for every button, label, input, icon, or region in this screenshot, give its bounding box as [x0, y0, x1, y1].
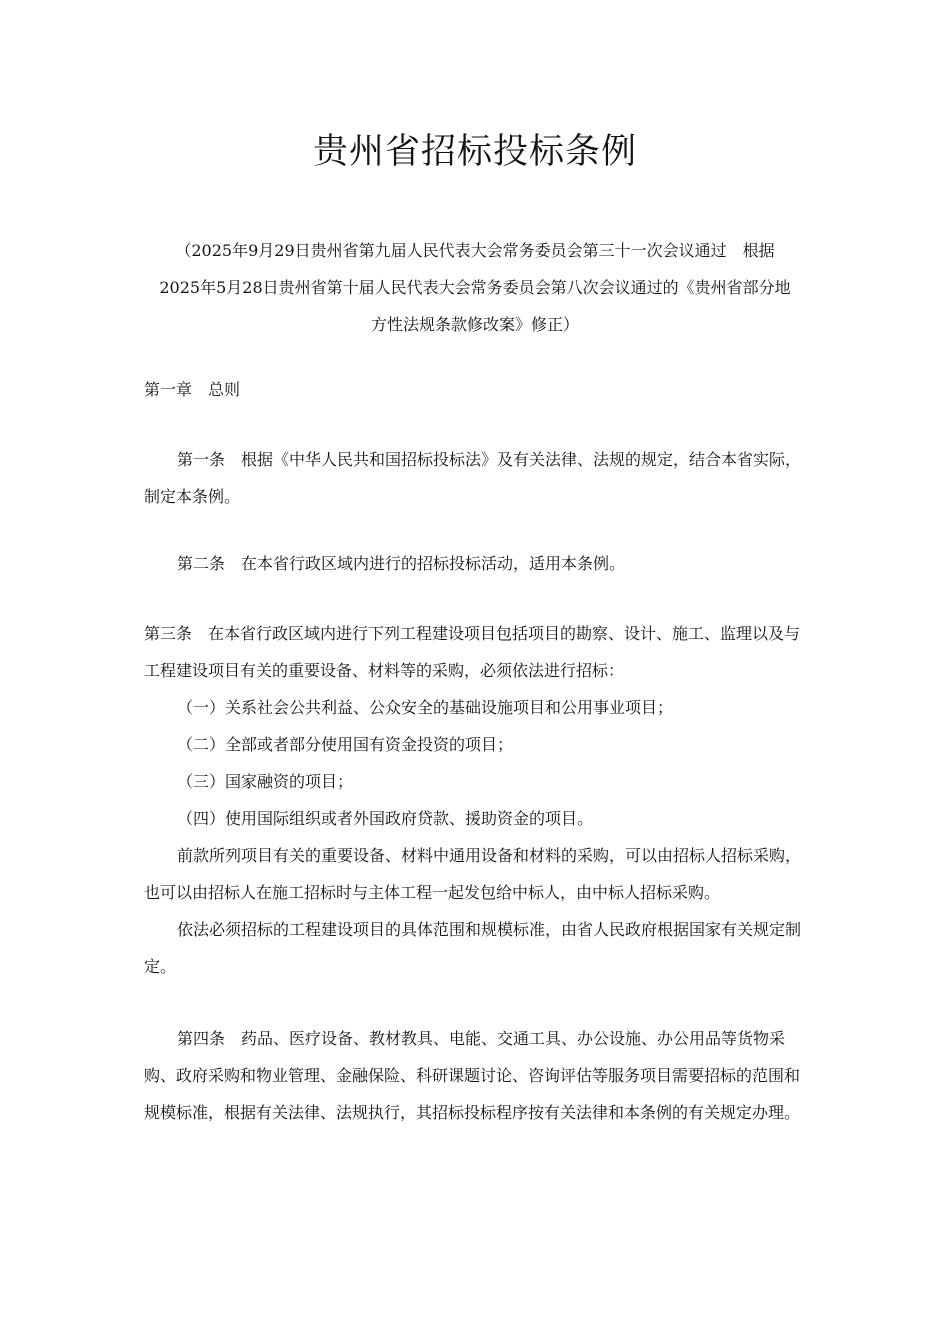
- amendment-note: [144, 232, 806, 343]
- article-3: 第三条 在本省行政区域内进行下列工程建设项目包括项目的勘察、设计、施工、监理以及与工程建设项目有关的重要设备、材料等的采购，必须依法进行招标：: [144, 624, 801, 680]
- amendment-note-line: 2025年5月28日贵州省第十届人民代表大会常务委员会第八次会议通过的《贵州省部分地: [159, 278, 791, 297]
- amendment-note-line: （2025年9月29日贵州省第九届人民代表大会常务委员会第三十一次会议通过 根据: [175, 241, 775, 260]
- chapter-heading: 第一章 总则: [144, 380, 241, 399]
- amendment-note-line: 方性法规条款修改案》修正）: [370, 315, 579, 334]
- article-2: 第二条 在本省行政区域内进行的招标投标活动，适用本条例。: [177, 554, 626, 573]
- article-1: 第一条 根据《中华人民共和国招标投标法》及有关法律、法规的规定，结合本省实际，制定本条例。: [144, 450, 802, 506]
- document-title: 贵州省招标投标条例: [312, 132, 637, 172]
- article-3-item-1: （一）关系社会公共利益、公众安全的基础设施项目和公用事业项目；: [177, 698, 674, 717]
- article-3-item-2: （二）全部或者部分使用国有资金投资的项目；: [177, 735, 514, 754]
- article-4: 第四条 药品、医疗设备、教材教具、电能、交通工具、办公设施、办公用品等货物采购、政府采购和物业管理、金融保险、科研课题讨论、咨询评估等服务项目需要招标的范围和规模标准，根据有关法律、法规执行，其招标投标程序按有关法律和本条例的有关规定办理。: [144, 1029, 801, 1122]
- article-3-paragraph-2: 前款所列项目有关的重要设备、材料中通用设备和材料的采购，可以由招标人招标采购，也可以由招标人在施工招标时与主体工程一起发包给中标人，由中标人招标采购。: [144, 846, 802, 902]
- article-3-item-3: （三）国家融资的项目；: [177, 772, 354, 791]
- article-3-item-4: （四）使用国际组织或者外国政府贷款、援助资金的项目。: [177, 809, 594, 828]
- article-3-paragraph-3: 依法必须招标的工程建设项目的具体范围和规模标准，由省人民政府根据国家有关规定制定。: [144, 920, 802, 976]
